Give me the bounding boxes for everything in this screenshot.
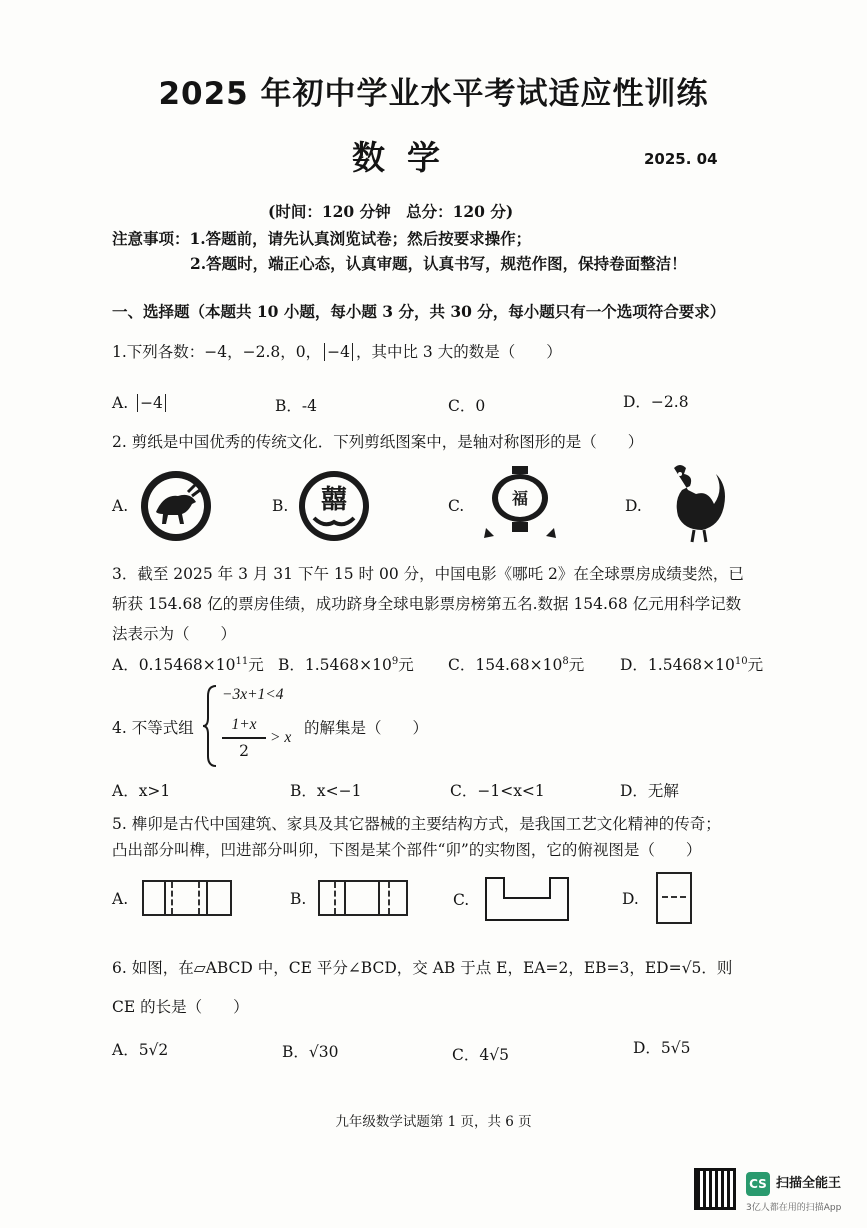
q3-option-a-base: A．0.15468×10 xyxy=(112,656,236,674)
q6-line-2: CE 的长是（ ） xyxy=(112,998,249,1016)
q2-option-b: B. xyxy=(272,497,289,515)
q6-option-b: B．√30 xyxy=(282,1043,339,1061)
q2-option-c: C. xyxy=(448,497,465,515)
q4-option-a: A．x>1 xyxy=(112,782,171,800)
svg-text:福: 福 xyxy=(511,489,529,508)
q3-option-d-base: D．1.5468×10 xyxy=(620,656,735,674)
notes-line-2: 2.答题时，端正心态，认真审题，认真书写，规范作图，保持卷面整洁！ xyxy=(190,254,687,273)
q1-option-a xyxy=(112,394,166,412)
notes-line-1: 注意事项：1.答题前，请先认真浏览试卷；然后按要求操作； xyxy=(112,229,532,248)
double-happiness-papercut-icon xyxy=(296,468,372,544)
q3-option-b-unit: 元 xyxy=(398,656,414,674)
q3-option-a xyxy=(112,653,264,675)
q4-fraction-denominator: 2 xyxy=(239,742,249,760)
q3-option-c-exp: 8 xyxy=(562,655,569,667)
q4-option-b: B．x<−1 xyxy=(290,782,362,800)
q3-option-a-unit: 元 xyxy=(248,656,264,674)
q1-option-a-value: −4 xyxy=(137,394,166,412)
q5-option-b: B. xyxy=(290,890,307,908)
q3-option-b-exp: 9 xyxy=(391,655,399,667)
svg-text:囍: 囍 xyxy=(320,485,348,515)
q4-inequality-2-rhs: > x xyxy=(270,729,292,746)
q3-option-c-unit: 元 xyxy=(568,656,585,674)
ox-papercut-icon xyxy=(138,468,214,544)
q5-option-c-figure xyxy=(484,876,570,922)
scanner-app-name: 扫描全能王 xyxy=(776,1176,842,1191)
q5-line-2: 凸出部分叫榫，凹进部分叫卯，下图是某个部件“卯”的实物图，它的俯视图是（ ） xyxy=(112,841,702,859)
q3-option-d-exp: 10 xyxy=(734,655,748,667)
qr-code-icon xyxy=(694,1168,736,1210)
q1-abs-value: −4 xyxy=(324,343,353,361)
q2-option-a: A. xyxy=(112,497,129,515)
q2-stem: 2. 剪纸是中国优秀的传统文化．下列剪纸图案中，是轴对称图形的是（ ） xyxy=(112,433,644,451)
q4-fraction-numerator: 1+x xyxy=(231,716,257,733)
q5-option-c: C. xyxy=(453,891,470,909)
q1-stem-a: 1.下列各数：−4，−2.8，0， xyxy=(112,343,322,361)
q6-line-1: 6. 如图，在▱ABCD 中，CE 平分∠BCD，交 AB 于点 E，EA=2，EB=3，ED=√5．则 xyxy=(112,959,733,977)
q4-option-d: D．无解 xyxy=(620,782,679,800)
q3-option-b xyxy=(278,653,414,675)
scanner-tagline: 3亿人都在用的扫描App xyxy=(746,1203,842,1213)
exam-date: 2025. 04 xyxy=(644,150,718,168)
q1-option-c: C．0 xyxy=(448,397,486,415)
q1-option-a-label: A. xyxy=(112,394,129,412)
q4-option-c: C．−1<x<1 xyxy=(450,782,545,800)
q3-line-1: 3．截至 2025 年 3 月 31 下午 15 时 00 分，中国电影《哪吒 2》在全球票房成绩斐然，已 xyxy=(112,565,744,583)
system-brace-icon xyxy=(202,684,218,768)
q6-option-a: A．5√2 xyxy=(112,1041,169,1059)
q4-inequality-1: −3x+1<4 xyxy=(222,686,284,703)
q4-lead: 4. 不等式组 xyxy=(112,719,194,737)
page-footer: 九年级数学试题第 1 页，共 6 页 xyxy=(335,1114,532,1130)
q3-option-c xyxy=(448,653,584,675)
q5-option-d-figure xyxy=(656,872,692,924)
q3-line-3: 法表示为（ ） xyxy=(112,625,237,643)
q1-option-b: B．-4 xyxy=(275,397,317,415)
rooster-papercut-icon xyxy=(654,460,730,546)
time-info: (时间：120 分钟 总分：120 分) xyxy=(268,202,514,221)
subject-title: 数学 xyxy=(352,138,462,177)
q1-stem xyxy=(112,340,562,362)
q5-option-a-figure xyxy=(142,880,232,916)
q3-option-a-exp: 11 xyxy=(235,655,249,667)
q3-option-c-base: C．154.68×10 xyxy=(448,656,563,674)
q5-line-1: 5. 榫卯是古代中国建筑、家具及其它器械的主要结构方式，是我国工艺文化精神的传奇； xyxy=(112,815,721,833)
q5-option-d: D. xyxy=(622,890,639,908)
q1-option-d: D．−2.8 xyxy=(623,393,689,411)
q4-fraction-bar xyxy=(222,737,266,739)
camscanner-logo-icon: CS xyxy=(746,1172,770,1196)
q1-stem-b: ，其中比 3 大的数是（ ） xyxy=(356,343,562,361)
q3-option-b-base: B．1.5468×10 xyxy=(278,656,392,674)
section-heading: 一、选择题（本题共 10 小题，每小题 3 分，共 30 分，每小题只有一个选项符合要求） xyxy=(112,302,726,321)
q2-option-d: D. xyxy=(625,497,642,515)
q4-tail: 的解集是（ ） xyxy=(304,719,429,737)
q3-option-d xyxy=(620,653,763,675)
lantern-papercut-icon xyxy=(478,464,562,544)
q3-line-2: 斩获 154.68 亿的票房佳绩，成功跻身全球电影票房榜第五名.数据 154.68 亿元用科学记数 xyxy=(112,595,742,613)
q6-option-c: C．4√5 xyxy=(452,1046,509,1064)
q6-option-d: D．5√5 xyxy=(633,1039,691,1057)
exam-title: 2025 年初中学业水平考试适应性训练 xyxy=(158,76,709,112)
q5-option-a: A. xyxy=(112,890,129,908)
q5-option-b-figure xyxy=(318,880,408,916)
q3-option-d-unit: 元 xyxy=(747,656,764,674)
